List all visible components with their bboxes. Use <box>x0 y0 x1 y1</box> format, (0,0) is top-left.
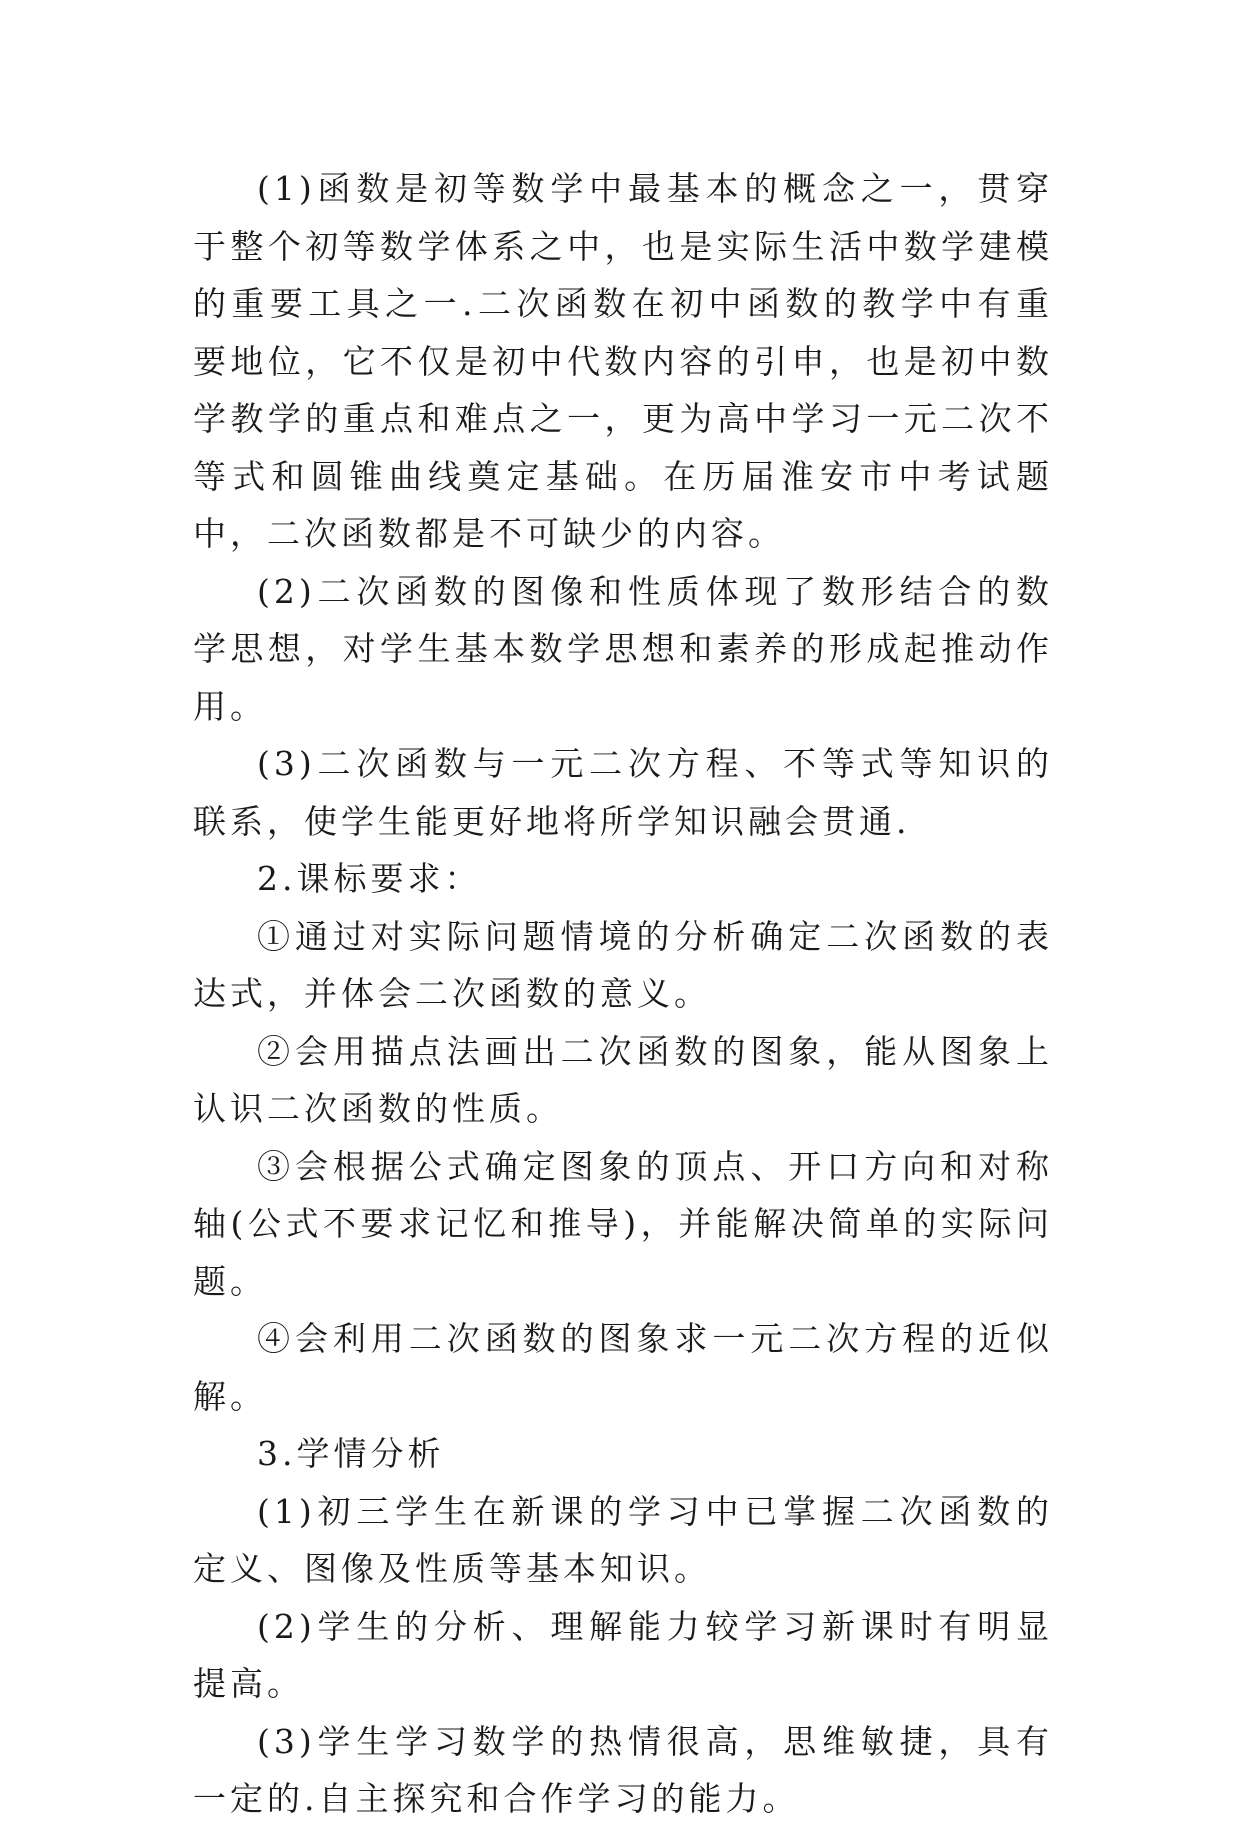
paragraph-function-importance: (1)函数是初等数学中最基本的概念之一，贯穿于整个初等数学体系之中，也是实际生活中数学建模的重要工具之一.二次函数在初中函数的教学中有重要地位，它不仅是初中代数内容的引申，也是初中数学教学的重点和难点之一，更为高中学习一元二次不等式和圆锥曲线奠定基础。在历届淮安市中考试题中，二次函数都是不可缺少的内容。 <box>193 169 1053 553</box>
section-heading-student-analysis: 3.学情分析 <box>257 1434 445 1473</box>
curriculum-item-1: ①通过对实际问题情境的分析确定二次函数的表达式，并体会二次函数的意义。 <box>193 916 1053 1013</box>
student-analysis-item-2: (2)学生的分析、理解能力较学习新课时有明显提高。 <box>193 1606 1053 1703</box>
curriculum-item-2: ②会用描点法画出二次函数的图象，能从图象上认识二次函数的性质。 <box>193 1031 1053 1128</box>
curriculum-item-3: ③会根据公式确定图象的顶点、开口方向和对称轴(公式不要求记忆和推导)，并能解决简单的实际问题。 <box>193 1146 1053 1301</box>
student-analysis-item-3: (3)学生学习数学的热情很高，思维敏捷，具有一定的.自主探究和合作学习的能力。 <box>193 1721 1053 1818</box>
curriculum-item-4: ④会利用二次函数的图象求一元二次方程的近似解。 <box>193 1319 1053 1416</box>
paragraph-equation-connection: (3)二次函数与一元二次方程、不等式等知识的联系，使学生能更好地将所学知识融会贯通. <box>193 744 1053 841</box>
paragraph-graph-properties: (2)二次函数的图像和性质体现了数形结合的数学思想，对学生基本数学思想和素养的形成起推动作用。 <box>193 571 1053 726</box>
document-body <box>193 160 1053 1828</box>
section-heading-curriculum: 2.课标要求： <box>257 859 482 898</box>
student-analysis-item-1: (1)初三学生在新课的学习中已掌握二次函数的定义、图像及性质等基本知识。 <box>193 1491 1053 1588</box>
